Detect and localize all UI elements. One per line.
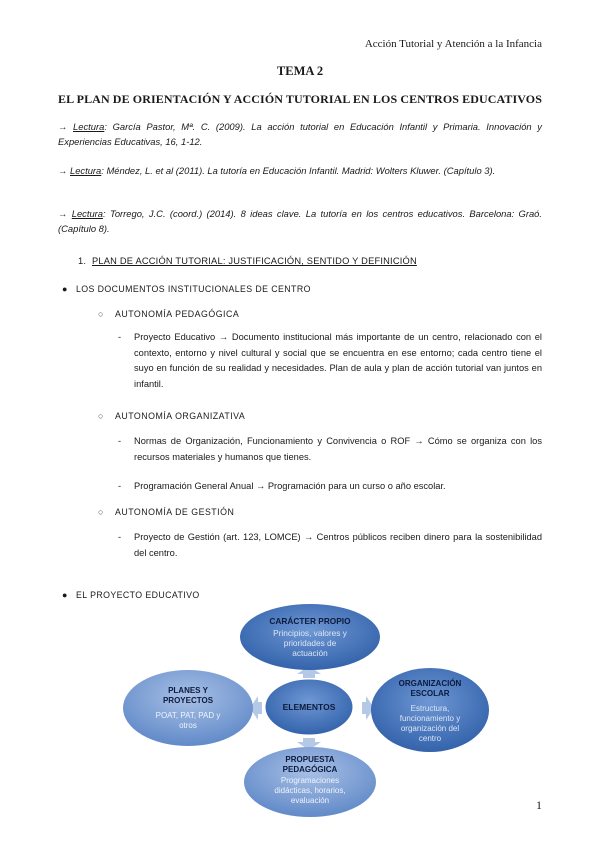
planes-title-2: PROYECTOS <box>162 696 214 705</box>
propuesta-title-2: PEDAGÓGICA <box>282 765 338 774</box>
bullet-dot-icon: ● <box>62 590 68 600</box>
item-text: Normas de Organización, Funcionamiento y Convivencia o ROF → Cómo se organiza con los recursos materiales y humanos que tienes. <box>134 436 542 462</box>
propuesta-title-1: PROPUESTA <box>285 755 335 764</box>
planes-title-1: PLANES Y <box>168 686 208 695</box>
circle-bullet-icon: ○ <box>98 507 104 517</box>
dash-icon: - <box>118 332 122 342</box>
circle-bullet-icon: ○ <box>98 309 104 319</box>
organizacion-desc-2: funcionamiento y <box>399 714 461 723</box>
bullet-text: EL PROYECTO EDUCATIVO <box>76 590 200 600</box>
sub-title: AUTONOMÍA PEDAGÓGICA <box>115 309 240 319</box>
reading-text: : García Pastor, Mª. C. (2009). La acción tutorial en Educación Infantil y Primaria. Innovación y Experiencias Educativas, 16, 1-12. <box>58 121 542 147</box>
tema-heading: TEMA 2 <box>276 64 324 78</box>
running-header: Acción Tutorial y Atención a la Infancia <box>364 38 542 50</box>
arrow: → <box>58 165 68 176</box>
bullet-dot-icon: ● <box>62 284 68 294</box>
item-text: Programación General Anual → Programación para un curso o año escolar. <box>134 481 446 491</box>
item-text: Proyecto de Gestión (art. 123, LOMCE) → Centros públicos reciben dinero para la sostenibilidad del centro. <box>134 532 542 558</box>
caracter-propio-desc-1: Principios, valores y <box>273 628 347 638</box>
section-number: 1. <box>78 256 87 266</box>
arrow: → <box>58 208 68 219</box>
propuesta-desc-1: Programaciones <box>280 776 340 785</box>
reading-label: Lectura <box>71 208 104 219</box>
organizacion-desc-3: organización del <box>400 724 460 733</box>
page-title: EL PLAN DE ORIENTACIÓN Y ACCIÓN TUTORIAL EN LOS CENTROS EDUCATIVOS <box>58 92 543 106</box>
bullet-text: LOS DOCUMENTOS INSTITUCIONALES DE CENTRO <box>76 284 311 294</box>
planes-desc-1: POAT, PAT, PAD y <box>155 711 221 720</box>
caracter-propio-title: CARÁCTER PROPIO <box>269 616 351 626</box>
sub-title: AUTONOMÍA ORGANIZATIVA <box>115 411 246 421</box>
organizacion-title-1: ORGANIZACIÓN <box>398 679 462 688</box>
reading-text: : Torrego, J.C. (coord.) (2014). 8 ideas clave. La tutoría en los centros educativos. Barcelona: Graó. (Capítulo 8). <box>58 208 543 234</box>
circle-bullet-icon: ○ <box>98 411 104 421</box>
reading-label: Lectura <box>73 121 105 132</box>
item-text: Proyecto Educativo → Documento institucional más importante de un centro, relacionado con el contexto, entorno y nivel cultural y social que se encuentra en ese entorno; cada centro tiene el suyo en función de su realidad y necesidades. Plan de aula y plan de acción tutorial van juntos en infantil. <box>134 332 542 389</box>
dash-icon: - <box>118 481 122 491</box>
sub-title: AUTONOMÍA DE GESTIÓN <box>115 507 235 517</box>
arrow: → <box>58 121 68 132</box>
circle-planes-proyectos <box>123 670 253 746</box>
section-title: PLAN DE ACCIÓN TUTORIAL: JUSTIFICACIÓN, SENTIDO Y DEFINICIÓN <box>92 256 417 266</box>
dash-icon: - <box>118 532 122 542</box>
propuesta-desc-2: didácticas, horarios, <box>274 786 346 795</box>
reading-label: Lectura <box>69 165 102 176</box>
center-label: ELEMENTOS <box>282 702 336 712</box>
planes-desc-2: otros <box>179 721 197 730</box>
organizacion-desc-1: Estructura, <box>410 704 450 713</box>
organizacion-title-2: ESCOLAR <box>410 689 450 698</box>
propuesta-desc-3: evaluación <box>290 796 330 805</box>
reading-text: : Méndez, L. et al (2011). La tutoría en Educación Infantil. Madrid: Wolters Kluwer. (Capítulo 3). <box>101 165 496 176</box>
dash-icon: - <box>118 436 122 446</box>
caracter-propio-desc-2: prioridades de <box>283 638 337 648</box>
page-number: 1 <box>536 798 542 812</box>
organizacion-desc-4: centro <box>418 734 442 743</box>
caracter-propio-desc-3: actuación <box>292 648 328 658</box>
